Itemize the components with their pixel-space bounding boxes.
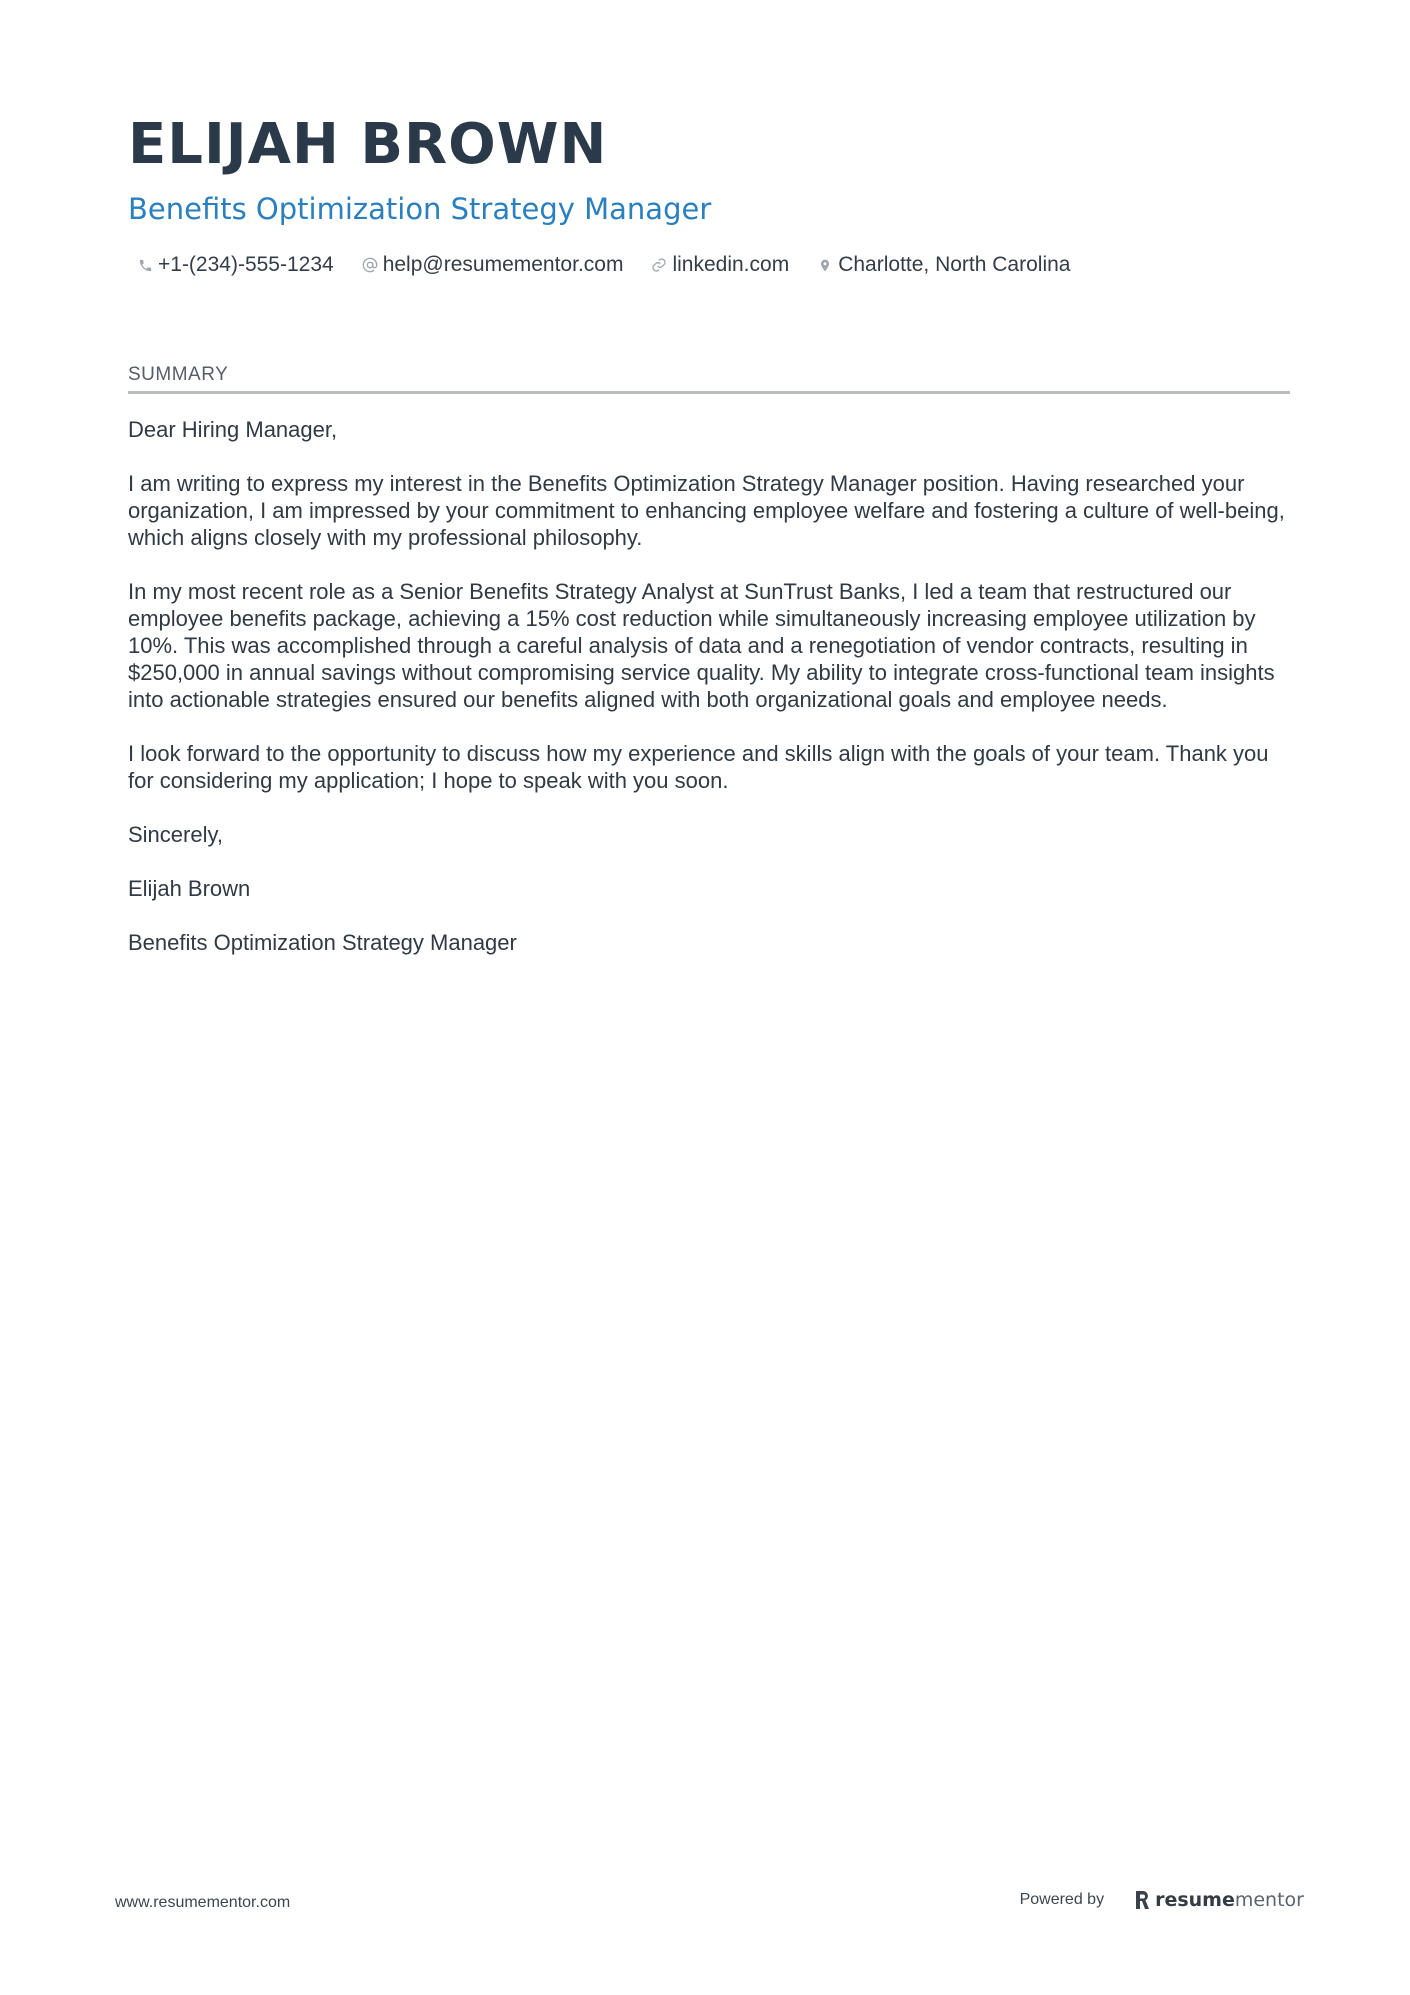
footer-branding <box>1020 1889 1304 1911</box>
contact-bar <box>128 251 1290 279</box>
at-icon <box>361 256 379 274</box>
section-title: SUMMARY <box>128 363 1290 394</box>
brand-logo[interactable] <box>1134 1889 1304 1911</box>
signature-title: Benefits Optimization Strategy Manager <box>128 930 517 955</box>
applicant-role: Benefits Optimization Strategy Manager <box>128 192 712 226</box>
letter-paragraph: In my most recent role as a Senior Benefits Strategy Analyst at SunTrust Banks, I led a team that restructured our employee benefits package, achieving a 15% cost reduction while simultaneously increasing employee utilization by 10%. This was accomplished through a careful analysis of data and a renegotiation of vendor contracts, resulting in $250,000 in annual savings without compromising service quality. My ability to integrate cross-functional team insights into actionable strategies ensured our benefits aligned with both organizational goals and employee needs. <box>128 579 1275 712</box>
location-text: Charlotte, North Carolina <box>838 253 1071 276</box>
signature-name: Elijah Brown <box>128 876 251 901</box>
salutation: Dear Hiring Manager, <box>128 417 338 442</box>
letter-paragraph: I am writing to express my interest in the Benefits Optimization Strategy Manager position. Having researched your organization, I am impressed by your commitment to enhancing employee welfare and fostering a culture of well-being, which aligns closely with my professional philosophy. <box>128 471 1285 550</box>
letter-body <box>128 416 1290 956</box>
linkedin-text: linkedin.com <box>672 253 790 276</box>
resumementor-logo-icon <box>1134 1890 1150 1910</box>
contact-linkedin[interactable] <box>650 251 789 279</box>
powered-by-label: Powered by <box>1019 1891 1105 1908</box>
letter-paragraph: I look forward to the opportunity to discuss how my experience and skills align with the goals of your team. Thank you for considering my application; I hope to speak with you soon. <box>128 741 1269 793</box>
email-text: help@resumementor.com <box>382 253 624 276</box>
phone-text: +1-(234)-555-1234 <box>158 253 334 276</box>
location-pin-icon <box>816 256 834 274</box>
brand-text-bold: resume <box>1155 1889 1235 1911</box>
footer-website[interactable]: www.resumementor.com <box>115 1894 291 1911</box>
contact-email[interactable] <box>361 251 624 279</box>
closing: Sincerely, <box>128 822 223 847</box>
applicant-name: ELIJAH BROWN <box>128 112 608 177</box>
link-icon <box>650 256 668 274</box>
contact-phone[interactable] <box>136 251 334 279</box>
contact-location <box>816 251 1070 279</box>
cover-letter-page <box>128 108 1290 983</box>
phone-icon <box>136 256 154 274</box>
brand-text-light: mentor <box>1234 1889 1304 1911</box>
